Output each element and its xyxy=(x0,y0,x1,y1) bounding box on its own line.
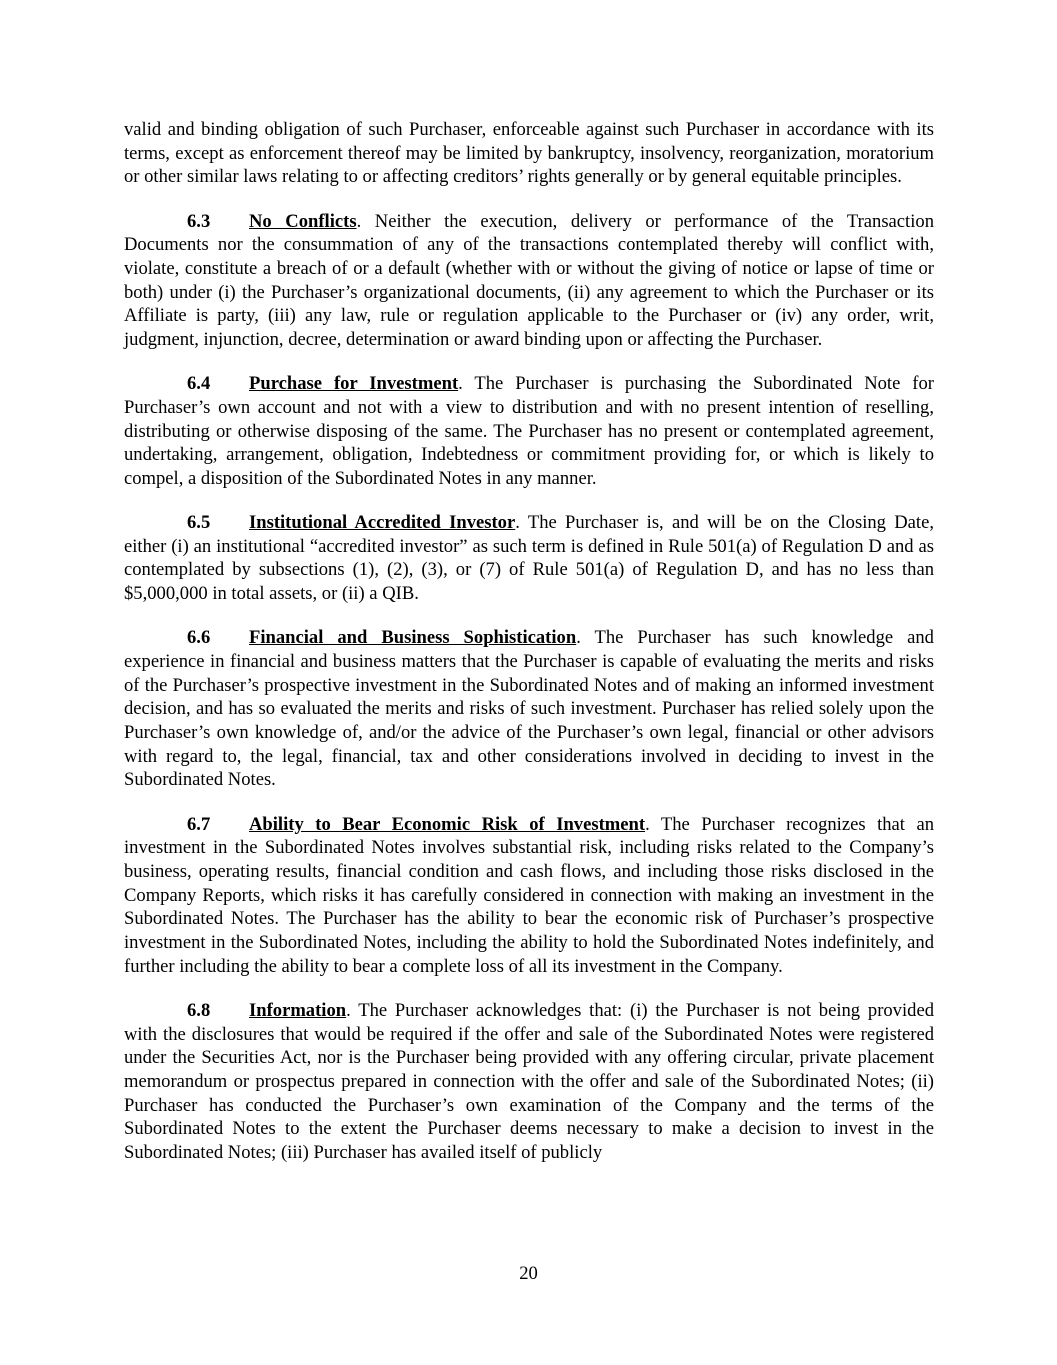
section-6-3 xyxy=(124,210,934,352)
section-body: . The Purchaser recognizes that an investment in the Subordinated Notes involves substantial risk, including risks related to the Company’s business, operating results, financial condition and cash flows, and including those risks disclosed in the Company Reports, which risks it has carefully considered in connection with making an investment in the Subordinated Notes. The Purchaser has the ability to bear the economic risk of Purchaser’s prospective investment in the Subordinated Notes, including the ability to hold the Subordinated Notes indefinitely, and further including the ability to bear a complete loss of all its investment in the Company. xyxy=(124,813,934,977)
section-body: . Neither the execution, delivery or performance of the Transaction Documents nor the consummation of any of the transactions contemplated thereby will conflict with, violate, constitute a breach of or a default (whether with or without the giving of notice or lapse of time or both) under (i) the Purchaser’s organizational documents, (ii) any agreement to which the Purchaser or its Affiliate is party, (iii) any law, rule or regulation applicable to the Purchaser or (iv) any order, writ, judgment, injunction, decree, determination or award binding upon or affecting the Purchaser. xyxy=(124,210,934,351)
section-heading: Institutional Accredited Investor xyxy=(249,512,516,534)
section-heading: Information xyxy=(249,999,347,1021)
section-heading: Ability to Bear Economic Risk of Investment xyxy=(249,813,646,835)
section-body: . The Purchaser acknowledges that: (i) the Purchaser is not being provided with the disclosures that would be required if the offer and sale of the Subordinated Notes were registered under the Securities Act, nor is the Purchaser being provided with any offering circular, private placement memorandum or prospectus prepared in connection with the offer and sale of the Subordinated Notes; (ii) Purchaser has conducted the Purchaser’s own examination of the Company and the terms of the Subordinated Notes to the extent the Purchaser deems necessary to make a decision to invest in the Subordinated Notes; (iii) Purchaser has availed itself of publicly xyxy=(124,999,934,1164)
section-number: 6.8 xyxy=(187,999,211,1021)
page-number: 20 xyxy=(519,1263,538,1284)
section-number: 6.5 xyxy=(187,512,211,534)
section-number: 6.3 xyxy=(187,210,211,232)
section-body: . The Purchaser has such knowledge and experience in financial and business matters that the Purchaser is capable of evaluating the merits and risks of the Purchaser’s prospective investment in the Subordinated Notes and of making an informed investment decision, and has so evaluated the merits and risks of such investment. Purchaser has relied solely upon the Purchaser’s own knowledge of, and/or the advice of the Purchaser’s own legal, financial or other advisors with regard to, the legal, financial, tax and other considerations involved in deciding to invest in the Subordinated Notes. xyxy=(124,627,934,791)
section-number: 6.4 xyxy=(187,373,211,395)
section-number: 6.7 xyxy=(187,813,211,835)
document-page xyxy=(124,118,934,1165)
section-6-6 xyxy=(124,626,934,792)
section-6-8 xyxy=(124,999,934,1165)
section-body: . The Purchaser is purchasing the Subordinated Note for Purchaser’s own account and not with a view to distribution and with no present intention of reselling, distributing or otherwise disposing of the same. The Purchaser has no present or contemplated agreement, undertaking, arrangement, obligation, Indebtedness or commitment providing for, or which is likely to compel, a disposition of the Subordinated Notes in any manner. xyxy=(124,373,934,489)
section-heading: No Conflicts xyxy=(249,210,357,232)
section-number: 6.6 xyxy=(187,627,211,649)
section-6-7 xyxy=(124,813,934,979)
intro-paragraph: valid and binding obligation of such Purchaser, enforceable against such Purchaser in accordance with its terms, except as enforcement thereof may be limited by bankruptcy, insolvency, reorganization, moratorium or other similar laws relating to or affecting creditors’ rights generally or by general equitable principles. xyxy=(124,119,934,188)
section-heading: Financial and Business Sophistication xyxy=(249,627,577,649)
section-6-4 xyxy=(124,372,934,491)
section-heading: Purchase for Investment xyxy=(249,373,459,395)
section-body: . The Purchaser is, and will be on the Closing Date, either (i) an institutional “accredited investor” as such term is defined in Rule 501(a) of Regulation D and as contemplated by subsections (1), (2), (3), or (7) of Rule 501(a) of Regulation D, and has no less than $5,000,000 in total assets, or (ii) a QIB. xyxy=(124,512,934,605)
section-6-5 xyxy=(124,511,934,606)
